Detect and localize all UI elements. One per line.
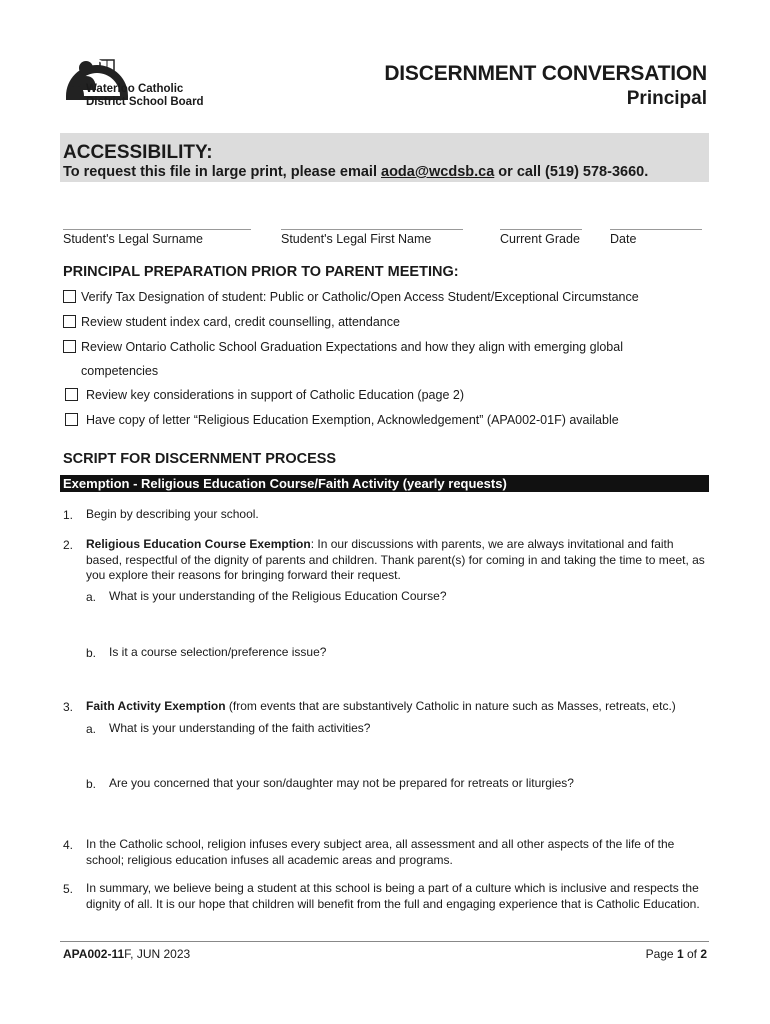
accessibility-email-link[interactable]: aoda@wcdsb.ca (381, 164, 495, 180)
accessibility-text-after: or call (519) 578-3660. (494, 164, 649, 180)
prep-item-3-cont: competencies (81, 364, 159, 378)
script-num-4: 4. (63, 838, 74, 852)
script-item-3-text: (from events that are substantively Catholic in nature such as Masses, retreats, etc.) (225, 699, 676, 713)
script-item-1: Begin by describing your school. (86, 507, 259, 521)
script-item-2-bold: Religious Education Course Exemption (86, 537, 311, 551)
script-item-2b: Is it a course selection/preference issue? (109, 645, 327, 659)
prep-item-4: Review key considerations in support of Catholic Education (page 2) (86, 388, 464, 402)
accessibility-heading: ACCESSIBILITY: (63, 142, 213, 163)
prep-item-2: Review student index card, credit counselling, attendance (81, 315, 400, 329)
page-total: 2 (700, 947, 707, 961)
script-num-3a: a. (86, 722, 97, 736)
script-item-3-bold: Faith Activity Exemption (86, 699, 226, 713)
date-field-line[interactable] (610, 229, 702, 230)
exemption-bar-label: Exemption - Religious Education Course/Faith Activity (yearly requests) (63, 476, 507, 491)
accessibility-text-before: To request this file in large print, please email (63, 164, 382, 180)
surname-field-line[interactable] (63, 229, 251, 230)
script-heading: SCRIPT FOR DISCERNMENT PROCESS (63, 451, 337, 467)
first-name-field-line[interactable] (281, 229, 463, 230)
prep-item-5: Have copy of letter “Religious Education Exemption, Acknowledgement” (APA002-01F) available (86, 413, 619, 427)
prep-checkbox-2[interactable] (63, 315, 76, 328)
prep-checkbox-1[interactable] (63, 290, 76, 303)
org-line-2: District School Board (86, 96, 204, 108)
script-item-2-text: : In our discussions with parents, we are always invitational and faith based, respectful of the dignity of parents and children. Thank parent(s) for coming in and taking the time to meet, as you explore their reasons for bringing forward their request. (86, 537, 705, 582)
script-num-3: 3. (63, 700, 74, 714)
date-label: Date (610, 232, 637, 246)
document-subtitle: Principal (626, 88, 707, 109)
script-item-5: In summary, we believe being a student at this school is being a part of a culture which is inclusive and respects the dignity of all. It is our hope that children will benefit from the full and engaging experience that is Catholic Education. (86, 881, 700, 911)
script-item-2a: What is your understanding of the Religious Education Course? (109, 589, 447, 603)
accessibility-text (63, 164, 648, 180)
script-item-3b: Are you concerned that your son/daughter may not be prepared for retreats or liturgies? (109, 776, 574, 790)
form-code (63, 947, 190, 961)
org-line-1: Waterloo Catholic (86, 83, 184, 95)
script-num-3b: b. (86, 777, 97, 791)
script-item-3 (86, 699, 710, 715)
page-current: 1 (676, 947, 684, 961)
script-num-2a: a. (86, 590, 97, 604)
surname-label: Student's Legal Surname (63, 232, 203, 246)
org-name (86, 83, 204, 109)
grade-field-line[interactable] (500, 229, 582, 230)
prep-checkbox-4[interactable] (65, 388, 78, 401)
prep-item-3: Review Ontario Catholic School Graduation Expectations and how they align with emerging global (81, 340, 623, 354)
page-prefix: Page (645, 947, 677, 961)
document-title: DISCERNMENT CONVERSATION (384, 62, 707, 85)
script-item-3a: What is your understanding of the faith activities? (109, 721, 371, 735)
script-num-5: 5. (63, 882, 74, 896)
script-num-2: 2. (63, 538, 74, 552)
prep-checkbox-3[interactable] (63, 340, 76, 353)
footer-rule (60, 941, 709, 942)
script-item-4: In the Catholic school, religion infuses every subject area, all assessment and all other aspects of the life of the school; religious education infuses all academic areas and programs. (86, 837, 675, 867)
prep-item-1: Verify Tax Designation of student: Public or Catholic/Open Access Student/Exceptional Circumstance (81, 290, 639, 304)
preparation-heading: PRINCIPAL PREPARATION PRIOR TO PARENT MEETING: (63, 264, 459, 280)
script-num-2b: b. (86, 646, 97, 660)
page-number (646, 947, 707, 961)
form-code-bold: APA002-11 (63, 947, 125, 961)
script-item-2 (86, 537, 708, 584)
prep-checkbox-5[interactable] (65, 413, 78, 426)
grade-label: Current Grade (500, 232, 580, 246)
exemption-bar (60, 475, 709, 492)
page-mid: of (683, 947, 701, 961)
form-code-rest: F, JUN 2023 (124, 947, 191, 961)
first-name-label: Student's Legal First Name (281, 232, 432, 246)
script-num-1: 1. (63, 508, 74, 522)
